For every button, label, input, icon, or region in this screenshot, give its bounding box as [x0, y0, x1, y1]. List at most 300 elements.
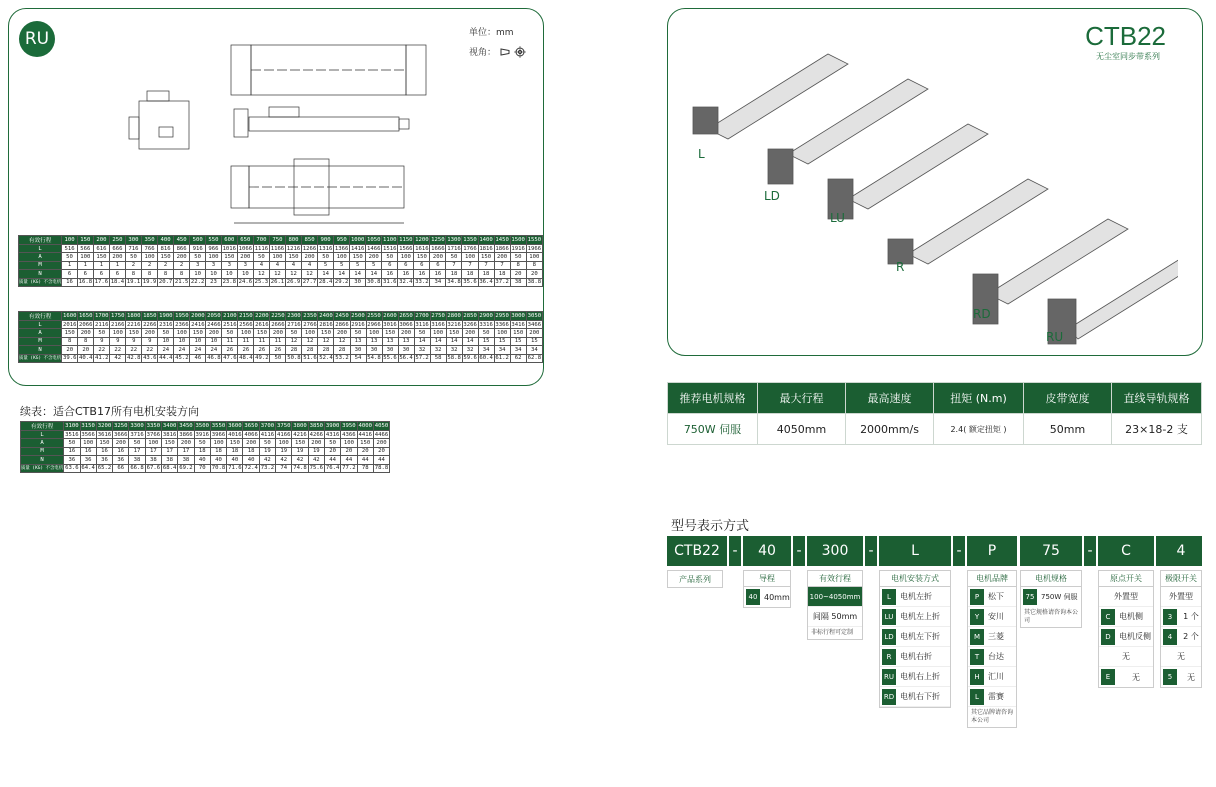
code-dash: -: [1084, 536, 1096, 566]
table-cell: 20: [341, 447, 357, 455]
option-value: 40mm: [764, 592, 790, 602]
table-cell: 1316: [318, 245, 333, 252]
model-label-ld: LD: [764, 189, 780, 203]
table-row: [21, 431, 390, 439]
table-cell: 3: [237, 261, 253, 269]
table-cell: 5: [350, 261, 366, 269]
table-cell: 200: [366, 253, 382, 261]
table-row: [19, 261, 543, 269]
table-cell: 76.4: [325, 465, 340, 472]
table-cell: 74.8: [293, 465, 307, 472]
table-cell: 14: [430, 337, 446, 345]
table-header-cell: 1700: [95, 313, 109, 319]
code-title: 型号表示方式: [671, 519, 750, 534]
table-cell: 44: [373, 456, 389, 464]
table-cell: 28.4: [318, 279, 333, 286]
table-header-cell: 1050: [366, 237, 381, 243]
table-cell: 11: [238, 337, 254, 345]
table-cell: 46.8: [207, 355, 221, 362]
table-cell: 200: [243, 439, 259, 447]
table-cell: 19: [259, 447, 275, 455]
table-cell: 30: [398, 346, 414, 354]
table-cell: 19: [308, 447, 324, 455]
table-header-cell: 1250: [431, 237, 445, 243]
table-header-row: [19, 236, 543, 245]
option-row: [968, 687, 1016, 707]
model-label-lu: LU: [830, 211, 845, 225]
table-cell: 11: [270, 337, 286, 345]
table-cell: 19.1: [126, 279, 141, 286]
table-cell: 50: [382, 253, 398, 261]
table-cell: 25.3: [254, 279, 269, 286]
option-row: [968, 587, 1016, 607]
table-cell: 2516: [223, 321, 237, 328]
table-cell: 22: [126, 346, 142, 354]
perf-value: 23×18-2 支: [1112, 414, 1202, 445]
table-header-cell: 1400: [479, 237, 493, 243]
table-cell: 10: [174, 337, 190, 345]
table-cell: 67.6: [146, 465, 161, 472]
table-cell: 4366: [342, 431, 356, 438]
table-cell: 28: [286, 346, 302, 354]
table-cell: 38: [178, 456, 194, 464]
spec-table-2: [18, 311, 543, 363]
table-cell: 73.2: [260, 465, 275, 472]
table-cell: 150: [190, 329, 206, 337]
option-value: 电机右下折: [900, 692, 940, 701]
perf-header: 皮带宽度: [1024, 383, 1112, 414]
table-header-cell: 600: [221, 236, 237, 245]
table-cell: 2166: [111, 321, 125, 328]
table-header-cell: 2900: [479, 313, 493, 319]
table-cell: 50: [158, 329, 174, 337]
model-label-ru: RU: [1046, 330, 1064, 344]
option-value: 电机反侧: [1119, 632, 1151, 641]
option-row: [968, 647, 1016, 667]
table-cell: 3616: [97, 431, 112, 438]
table-row: [19, 321, 543, 329]
table-cell: 37.2: [495, 279, 509, 286]
table-cell: 28: [302, 346, 318, 354]
limit-option: [1160, 570, 1202, 688]
table-cell: 150: [221, 253, 237, 261]
table-cell: 150: [350, 253, 366, 261]
table-cell: 150: [285, 253, 301, 261]
table-cell: 150: [162, 439, 178, 447]
table-header-cell: 750: [269, 236, 285, 245]
table-cell: 14: [462, 337, 478, 345]
table-cell: 45.2: [175, 355, 189, 362]
option-value: 电机左上折: [900, 612, 940, 621]
table-cell: 26: [222, 346, 238, 354]
table-cell: 42: [308, 456, 324, 464]
table-cell: 150: [414, 253, 430, 261]
table-header-cell: 3900: [325, 423, 340, 429]
table-cell: 16: [96, 447, 112, 455]
table-cell: 16: [80, 447, 96, 455]
table-cell: 7: [462, 261, 478, 269]
table-header-cell: 550: [206, 236, 222, 245]
table-cell: 2016: [62, 321, 77, 328]
table-cell: 51.6: [303, 355, 317, 362]
table-cell: 200: [270, 329, 286, 337]
table-cell: 3466: [527, 321, 542, 328]
table-cell: 11: [222, 337, 238, 345]
projection-icon: [500, 46, 528, 58]
option-value: 松下: [988, 592, 1004, 601]
table-cell: 1916: [511, 245, 525, 252]
table-cell: 19: [292, 447, 308, 455]
table-cell: 32: [446, 346, 462, 354]
table-cell: 30: [366, 346, 382, 354]
table-cell: 200: [113, 439, 129, 447]
table-cell: 12: [285, 270, 301, 278]
table-cell: 2466: [207, 321, 221, 328]
table-cell: 3566: [81, 431, 95, 438]
table-header-cell: 2450: [335, 313, 349, 319]
option-row: [968, 627, 1016, 647]
table-cell: 100: [77, 253, 93, 261]
code-dash: -: [953, 536, 965, 566]
row-label: L: [21, 431, 64, 439]
table-cell: 38: [510, 278, 526, 286]
table-header-cell: 2100: [223, 313, 237, 319]
table-cell: 1516: [383, 245, 397, 252]
table-cell: 200: [78, 329, 94, 337]
row-label: M: [19, 337, 62, 345]
table-cell: 13: [382, 337, 398, 345]
table-cell: 26: [254, 346, 270, 354]
row-label: M: [21, 447, 64, 455]
table-header-cell: 1550: [527, 237, 542, 243]
table-header-cell: 250: [109, 236, 125, 245]
table-cell: 4316: [325, 431, 340, 438]
table-cell: 15: [510, 337, 526, 345]
table-cell: 16.8: [78, 279, 93, 286]
option-key: T: [970, 649, 984, 665]
table-cell: 14: [446, 337, 462, 345]
table-cell: 10: [237, 270, 253, 278]
table-cell: 38.8: [527, 279, 542, 286]
table-cell: 200: [494, 253, 510, 261]
table-cell: 9: [110, 337, 126, 345]
table-cell: 18: [446, 270, 462, 278]
perf-header: 扭矩 (N.m): [934, 383, 1024, 414]
row-label: N: [19, 270, 62, 278]
row-label: 质量 (KG) 不含电机: [19, 278, 62, 286]
option-title: 电机规格: [1021, 571, 1081, 587]
model-label-r: R: [896, 260, 905, 274]
table-cell: 26.1: [270, 279, 285, 286]
table-header-cell: 3350: [146, 423, 161, 429]
table-cell: 50: [478, 329, 494, 337]
table-cell: 2966: [367, 321, 381, 328]
option-value: 台达: [988, 652, 1004, 661]
table-cell: 816: [158, 245, 174, 253]
perf-header: 直线导轨规格: [1112, 383, 1202, 414]
view-label: [469, 45, 528, 58]
table-cell: 100: [276, 439, 292, 447]
table-header-cell: 1350: [463, 237, 477, 243]
table-header-cell: 4050: [374, 423, 389, 429]
table-cell: 4: [253, 261, 269, 269]
code-dash: -: [793, 536, 805, 566]
table-cell: 12: [253, 270, 269, 278]
option-row: [968, 607, 1016, 627]
table-cell: 30: [382, 346, 398, 354]
table-cell: 47.6: [223, 355, 237, 362]
table-cell: 26: [270, 346, 286, 354]
table-header-label: 有效行程: [21, 422, 64, 431]
table-cell: 14: [318, 270, 334, 278]
table-cell: 10: [206, 270, 222, 278]
table-cell: 32: [414, 346, 430, 354]
table-cell: 23: [206, 278, 222, 286]
table-cell: 200: [178, 439, 194, 447]
table-header-cell: 2250: [271, 313, 285, 319]
table-cell: 42: [110, 354, 126, 362]
table-cell: 3516: [65, 431, 79, 438]
unit-label: 单位：mm: [469, 28, 514, 38]
table-cell: 48.4: [239, 355, 253, 362]
table-cell: 6: [93, 270, 109, 278]
option-note: 其它品牌请咨询本公司: [971, 709, 1014, 724]
table-cell: 50: [446, 253, 462, 261]
table-header-cell: 2500: [351, 313, 365, 319]
table-cell: 22: [142, 346, 158, 354]
table-cell: 36: [80, 456, 96, 464]
option-key: E: [1101, 669, 1115, 685]
table-cell: 12: [318, 337, 334, 345]
table-cell: 12: [302, 270, 318, 278]
table-row: [19, 337, 543, 345]
table-header-cell: 150: [77, 236, 93, 245]
table-cell: 100: [210, 439, 226, 447]
table-cell: 200: [308, 439, 324, 447]
table-cell: 40: [243, 456, 259, 464]
perf-value: 2000mm/s: [846, 414, 934, 445]
table-header-cell: 2950: [495, 313, 509, 319]
table-cell: 2666: [271, 321, 285, 328]
table-cell: 2616: [255, 321, 269, 328]
table-header-cell: 3050: [527, 313, 542, 319]
table-cell: 54: [350, 354, 366, 362]
product-images: [678, 29, 1178, 349]
option-key: M: [970, 629, 984, 645]
option-row: [968, 667, 1016, 687]
table-cell: 26.9: [286, 279, 301, 286]
table-cell: 18: [494, 270, 510, 278]
table-cell: 13: [350, 337, 366, 345]
table-header-cell: 2400: [319, 313, 333, 319]
table-cell: 18.4: [110, 279, 125, 286]
perf-value: 50mm: [1024, 414, 1112, 445]
table-cell: 7: [494, 261, 510, 269]
table-cell: 100: [430, 329, 446, 337]
table-cell: 34: [494, 346, 510, 354]
table-header-cell: 1150: [399, 237, 413, 243]
option-key: C: [1101, 609, 1115, 625]
option-title: 原点开关: [1099, 571, 1153, 587]
code-dash: -: [729, 536, 741, 566]
table-cell: 62: [510, 354, 526, 362]
table-cell: 866: [174, 245, 190, 253]
table-cell: 8: [125, 270, 141, 278]
table-cell: 66.8: [130, 465, 144, 472]
table-cell: 200: [334, 329, 350, 337]
table-cell: 3966: [211, 431, 226, 438]
option-value: 电机左下折: [900, 632, 940, 641]
table-cell: 8: [142, 270, 158, 278]
table-cell: 5: [334, 261, 350, 269]
table-header-cell: 2550: [367, 313, 381, 319]
table-cell: 78: [357, 464, 373, 472]
table-cell: 5: [318, 261, 334, 269]
option-key: P: [970, 589, 984, 605]
table-cell: 18: [227, 447, 243, 455]
table-header-cell: 1450: [495, 237, 509, 243]
option-title: 电机安装方式: [880, 571, 950, 587]
table-cell: 4466: [374, 431, 389, 438]
table-cell: 3716: [130, 431, 144, 438]
mount-option: [879, 570, 951, 708]
table-cell: 38: [162, 456, 178, 464]
perf-header: 最高速度: [846, 383, 934, 414]
table-header-cell: 3400: [162, 423, 177, 429]
row-label: L: [19, 245, 62, 253]
option-value: 无: [1132, 672, 1140, 682]
table-cell: 7: [446, 261, 462, 269]
table-row: [19, 346, 543, 354]
table-cell: 100: [398, 253, 414, 261]
table-header-cell: 450: [174, 236, 190, 245]
table-cell: 46: [190, 354, 206, 362]
table-cell: 16: [62, 278, 78, 286]
table-cell: 14: [414, 337, 430, 345]
table-cell: 12: [269, 270, 285, 278]
option-none: 无: [1099, 647, 1153, 667]
table-cell: 75.6: [309, 465, 324, 472]
table-cell: 150: [292, 439, 308, 447]
table-cell: 3216: [447, 321, 461, 328]
table-cell: 200: [174, 253, 190, 261]
table-cell: 15: [526, 337, 542, 345]
table-header-cell: 900: [318, 236, 334, 245]
table-cell: 3316: [479, 321, 493, 328]
table-cell: 18: [478, 270, 494, 278]
table-row: [19, 329, 543, 337]
table-cell: 4416: [358, 431, 372, 438]
table-cell: 6: [430, 261, 446, 269]
option-value: 无: [1187, 672, 1195, 682]
option-value: 电机右上折: [900, 672, 940, 681]
table-cell: 4016: [228, 431, 242, 438]
table-cell: 10: [221, 270, 237, 278]
option-type: 外置型: [1161, 587, 1201, 607]
table-cell: 1566: [399, 245, 413, 252]
table-cell: 64.4: [81, 465, 95, 472]
table-cell: 34.8: [447, 279, 461, 286]
table-cell: 6: [77, 270, 93, 278]
table-cell: 3416: [511, 321, 525, 328]
code-part-stroke: 40: [743, 536, 791, 566]
option-key: D: [1101, 629, 1115, 645]
table-cell: 100: [145, 439, 161, 447]
table-header-row: [19, 312, 543, 321]
table-cell: 18: [210, 447, 226, 455]
table-cell: 200: [398, 329, 414, 337]
table-cell: 18: [462, 270, 478, 278]
option-range: 100~4050mm: [808, 587, 862, 607]
table-cell: 14: [350, 270, 366, 278]
table-cell: 17: [145, 447, 161, 455]
table-cell: 24: [174, 346, 190, 354]
table-cell: 3366: [495, 321, 509, 328]
table-cell: 42: [259, 456, 275, 464]
table-row: [19, 245, 543, 253]
table-cell: 50: [270, 354, 286, 362]
table-cell: 24: [190, 346, 206, 354]
table-header-cell: 1750: [111, 313, 125, 319]
option-value: 三菱: [988, 632, 1004, 641]
table-cell: 74: [276, 464, 292, 472]
table-cell: 16: [414, 270, 430, 278]
table-header-cell: 1100: [383, 237, 397, 243]
table-cell: 50: [222, 329, 238, 337]
table-cell: 19: [276, 447, 292, 455]
table-cell: 50: [129, 439, 145, 447]
table-header-cell: 1000: [350, 237, 365, 243]
table-header-cell: 3500: [195, 423, 209, 429]
table-cell: 24.6: [238, 279, 253, 286]
option-title: 极限开关: [1161, 571, 1201, 587]
table-cell: 100: [174, 329, 190, 337]
table-cell: 66: [113, 464, 129, 472]
table-cell: 9: [142, 337, 158, 345]
option-row: [880, 607, 950, 627]
table-cell: 1816: [479, 245, 493, 252]
table-cell: 78.8: [374, 465, 389, 472]
table-header-cell: 3250: [114, 423, 128, 429]
table-cell: 20: [78, 346, 94, 354]
table-cell: 4216: [293, 431, 307, 438]
table-cell: 12: [334, 337, 350, 345]
option-key: 75: [1023, 589, 1037, 605]
table-cell: 60.4: [479, 355, 493, 362]
table-cell: 38: [145, 456, 161, 464]
table-cell: 200: [142, 329, 158, 337]
table-cell: 3066: [399, 321, 413, 328]
row-label: L: [19, 321, 62, 329]
table-cell: 20: [324, 447, 340, 455]
perf-value: 2.4( 额定扭矩 ): [934, 414, 1024, 445]
table-cell: 2916: [351, 321, 365, 328]
table-cell: 3916: [195, 431, 209, 438]
row-label: 质量 (KG) 不含电机: [19, 354, 62, 362]
perf-value: 750W 伺服: [668, 414, 758, 445]
table-cell: 150: [478, 253, 494, 261]
table-cell: 55.6: [383, 355, 397, 362]
table-cell: 3: [190, 261, 206, 269]
table-cell: 28: [334, 346, 350, 354]
table-cell: 50: [286, 329, 302, 337]
table-cell: 4266: [309, 431, 324, 438]
table-cell: 2266: [143, 321, 157, 328]
table-cell: 1716: [447, 245, 461, 252]
option-row: [880, 627, 950, 647]
table-cell: 20: [62, 346, 78, 354]
table-cell: 1: [109, 261, 125, 269]
